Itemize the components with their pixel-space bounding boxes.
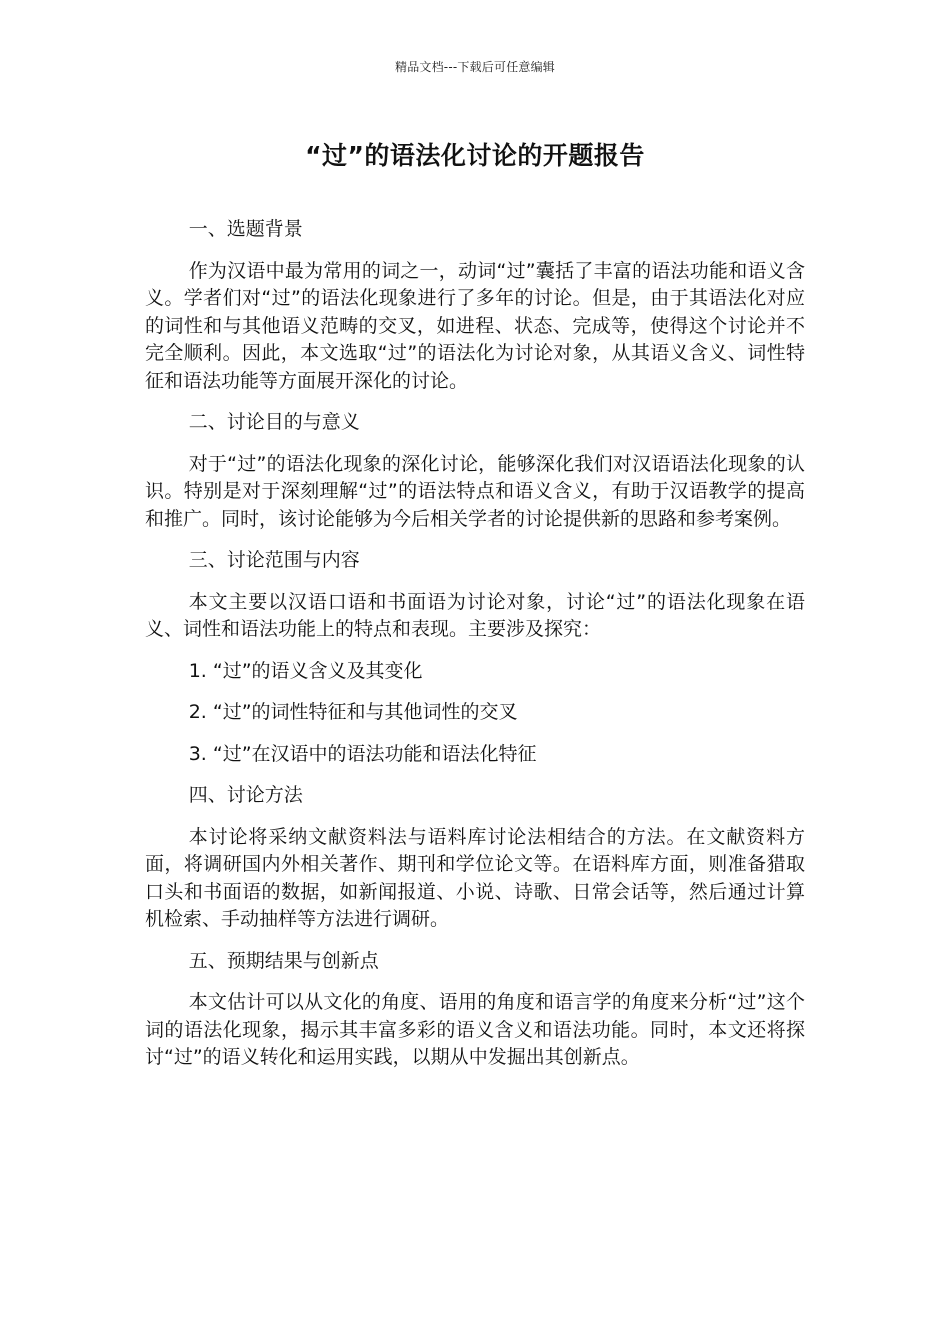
section-paragraph: 本讨论将采纳文献资料法与语料库讨论法相结合的方法。在文献资料方面，将调研国内外相关著作、期刊和学位论文等。在语料库方面，则准备猎取口头和书面语的数据，如新闻报道、小说、诗歌、日常会话等，然后通过计算机检索、手动抽样等方法进行调研。 [145,825,805,930]
section-heading: 三、讨论范围与内容 [188,549,360,571]
section-heading: 五、预期结果与创新点 [188,949,379,972]
section-heading: 四、讨论方法 [188,784,303,806]
section-paragraph: 作为汉语中最为常用的词之一，动词“过”囊括了丰富的语法功能和语义含义。学者们对“过”的语法化现象进行了多年的讨论。但是，由于其语法化对应的词性和与其他语义范畴的交叉，如进程、状态、完成等，使得这个讨论并不完全顺利。因此，本文选取“过”的语法化为讨论对象，从其语义含义、词性特征和语法功能等方面展开深化的讨论。 [145,259,805,392]
document-title: “过”的语法化讨论的开题报告 [305,141,645,170]
section-paragraph: 本文主要以汉语口语和书面语为讨论对象，讨论“过”的语法化现象在语义、词性和语法功能上的特点和表现。主要涉及探究： [145,590,805,640]
document-body [145,216,805,1086]
list-item: 2. “过”的词性特征和与其他词性的交叉 [188,701,518,723]
section-paragraph: 对于“过”的语法化现象的深化讨论，能够深化我们对汉语语法化现象的认识。特别是对于深刻理解“过”的语法特点和语义含义，有助于汉语教学的提高和推广。同时，该讨论能够为今后相关学者的讨论提供新的思路和参考案例。 [145,452,805,530]
section-heading: 一、选题背景 [188,218,303,240]
section-heading: 二、讨论目的与意义 [188,411,360,433]
list-item: 1. “过”的语义含义及其变化 [188,659,423,682]
section-paragraph: 本文估计可以从文化的角度、语用的角度和语言学的角度来分析“过”这个词的语法化现象，揭示其丰富多彩的语义含义和语法功能。同时，本文还将探讨“过”的语义转化和运用实践，以期从中发掘出其创新点。 [145,991,805,1068]
list-item: 3. “过”在汉语中的语法功能和语法化特征 [188,742,537,765]
page-header: 精品文档---下载后可任意编辑 [395,60,555,74]
